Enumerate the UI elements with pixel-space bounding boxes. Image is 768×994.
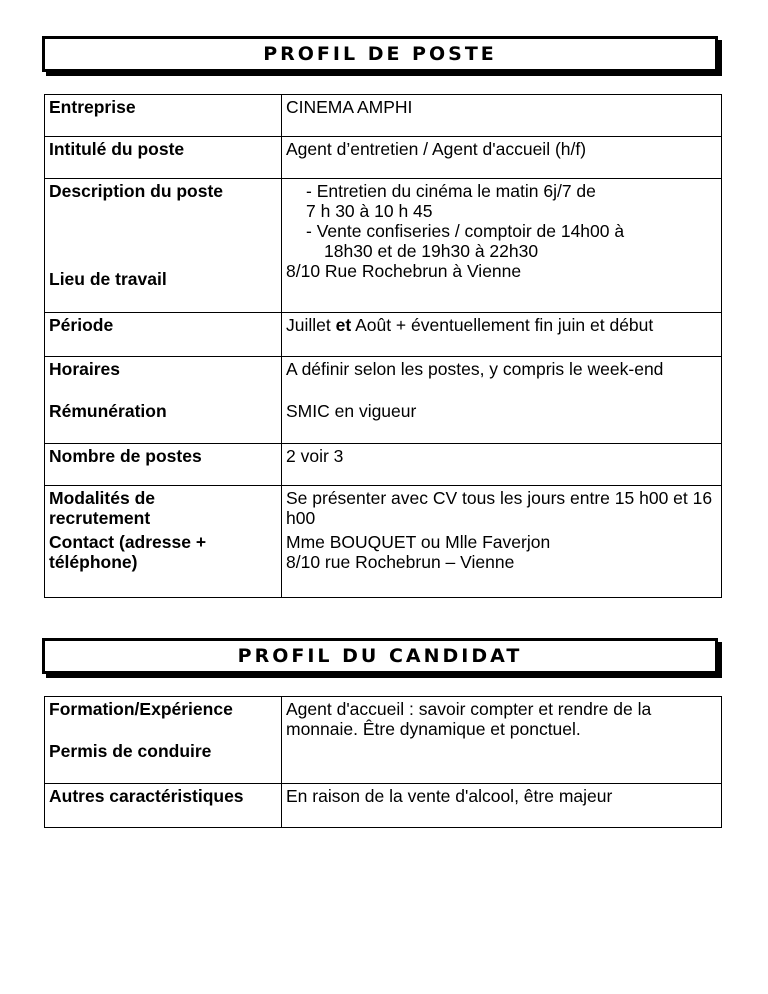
periode-part-2: Août + éventuellement fin juin et début — [351, 315, 654, 335]
formation-label: Formation/Expérience — [49, 699, 233, 719]
modalites-cell-value — [282, 486, 722, 598]
nombre-value: 2 voir 3 — [282, 444, 722, 486]
permis-label: Permis de conduire — [49, 741, 212, 761]
table-row — [45, 444, 722, 486]
autres-value: En raison de la vente d'alcool, être majeur — [282, 784, 722, 828]
remuneration-value: SMIC en vigueur — [286, 401, 417, 421]
table-row — [45, 137, 722, 179]
contact-value-1: Mme BOUQUET ou Mlle Faverjon — [286, 532, 551, 552]
modalites-cell — [45, 486, 282, 598]
periode-part-bold: et — [335, 315, 352, 335]
table-row — [45, 697, 722, 784]
periode-label: Période — [45, 313, 282, 357]
nombre-label: Nombre de postes — [45, 444, 282, 486]
entreprise-label: Entreprise — [45, 95, 282, 137]
profil-candidat-title: PROFIL DU CANDIDAT — [42, 638, 718, 674]
intitule-value: Agent d’entretien / Agent d'accueil (h/f) — [282, 137, 722, 179]
description-line-4: 18h30 et de 19h30 à 22h30 — [324, 241, 539, 261]
horaires-cell-value — [282, 357, 722, 444]
table-row — [45, 784, 722, 828]
contact-label: Contact (adresse + téléphone) — [49, 532, 207, 572]
description-value — [282, 179, 722, 313]
entreprise-value: CINEMA AMPHI — [282, 95, 722, 137]
horaires-label: Horaires — [49, 359, 121, 379]
formation-value — [282, 697, 722, 784]
description-line-1: - Entretien du cinéma le matin 6j/7 de — [306, 181, 596, 201]
lieu-value: 8/10 Rue Rochebrun à Vienne — [286, 261, 522, 281]
intitule-label: Intitulé du poste — [45, 137, 282, 179]
periode-part-1: Juillet — [286, 315, 336, 335]
modalites-label: Modalités de recrutement — [49, 488, 155, 528]
horaires-cell — [45, 357, 282, 444]
profil-poste-title: PROFIL DE POSTE — [42, 36, 718, 72]
lieu-label: Lieu de travail — [49, 269, 167, 289]
autres-label: Autres caractéristiques — [45, 784, 282, 828]
table-row — [45, 357, 722, 444]
description-cell — [45, 179, 282, 313]
description-label: Description du poste — [49, 181, 224, 201]
table-row — [45, 95, 722, 137]
table-row — [45, 486, 722, 598]
remuneration-label: Rémunération — [49, 401, 167, 421]
formation-text: Agent d'accueil : savoir compter et rendre de la monnaie. Être dynamique et ponctuel. — [286, 699, 652, 739]
description-line-2: 7 h 30 à 10 h 45 — [306, 201, 433, 221]
description-line-3: - Vente confiseries / comptoir de 14h00 à — [306, 221, 625, 241]
profil-candidat-table — [44, 696, 722, 828]
table-row — [45, 313, 722, 357]
profil-poste-table — [44, 94, 722, 598]
horaires-value: A définir selon les postes, y compris le week-end — [286, 359, 664, 379]
modalites-value: Se présenter avec CV tous les jours entre 15 h00 et 16 h00 — [286, 488, 713, 528]
table-row — [45, 179, 722, 313]
formation-cell — [45, 697, 282, 784]
periode-value — [282, 313, 722, 357]
contact-value-2: 8/10 rue Rochebrun – Vienne — [286, 552, 515, 572]
